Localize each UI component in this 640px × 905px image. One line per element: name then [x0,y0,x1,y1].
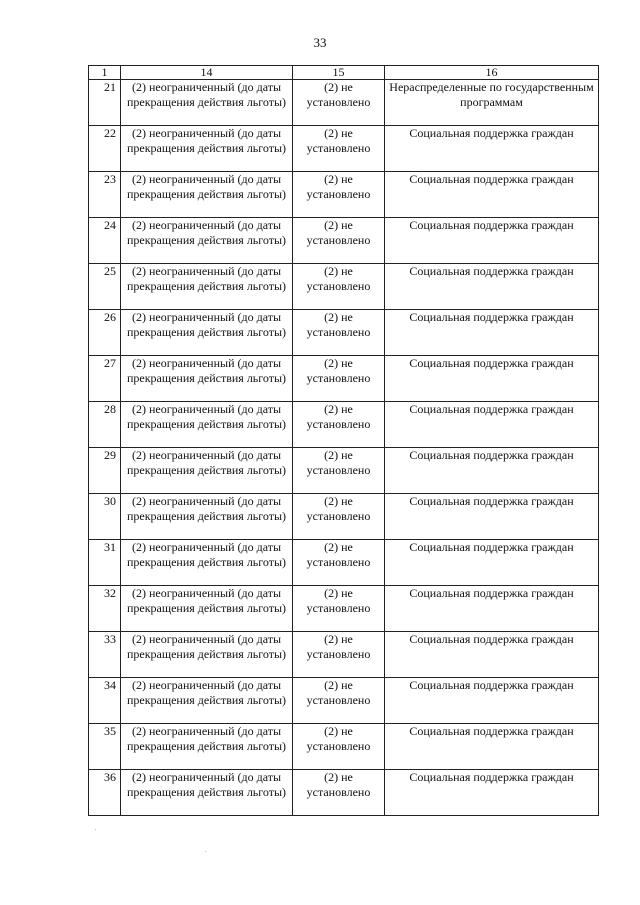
table-row [89,356,599,402]
state-program-cell: Социальная поддержка граждан [385,448,599,494]
target-value-cell: (2) не установлено [293,356,385,402]
row-number-cell: 31 [89,540,121,586]
table-row [89,264,599,310]
state-program-cell: Нераспределенные по государственным программам [385,80,599,126]
validity-period-cell: (2) неограниченный (до даты прекращения действия льготы) [121,678,293,724]
table-row [89,678,599,724]
target-value-cell: (2) не установлено [293,586,385,632]
validity-period-cell: (2) неограниченный (до даты прекращения действия льготы) [121,586,293,632]
target-value-cell: (2) не установлено [293,540,385,586]
target-value-cell: (2) не установлено [293,126,385,172]
table-row [89,126,599,172]
state-program-cell: Социальная поддержка граждан [385,770,599,816]
validity-period-cell: (2) неограниченный (до даты прекращения действия льготы) [121,540,293,586]
row-number-cell: 30 [89,494,121,540]
table-row [89,218,599,264]
header-col-1: 1 [89,66,121,80]
target-value-cell: (2) не установлено [293,494,385,540]
row-number-cell: 29 [89,448,121,494]
table-row [89,770,599,816]
scan-noise-dot [205,851,206,852]
row-number-cell: 26 [89,310,121,356]
validity-period-cell: (2) неограниченный (до даты прекращения действия льготы) [121,126,293,172]
table-row [89,494,599,540]
row-number-cell: 25 [89,264,121,310]
state-program-cell: Социальная поддержка граждан [385,586,599,632]
validity-period-cell: (2) неограниченный (до даты прекращения действия льготы) [121,402,293,448]
row-number-cell: 34 [89,678,121,724]
validity-period-cell: (2) неограниченный (до даты прекращения действия льготы) [121,80,293,126]
validity-period-cell: (2) неограниченный (до даты прекращения действия льготы) [121,724,293,770]
validity-period-cell: (2) неограниченный (до даты прекращения действия льготы) [121,356,293,402]
target-value-cell: (2) не установлено [293,678,385,724]
row-number-cell: 21 [89,80,121,126]
state-program-cell: Социальная поддержка граждан [385,678,599,724]
validity-period-cell: (2) неограниченный (до даты прекращения действия льготы) [121,448,293,494]
validity-period-cell: (2) неограниченный (до даты прекращения действия льготы) [121,632,293,678]
state-program-cell: Социальная поддержка граждан [385,632,599,678]
state-program-cell: Социальная поддержка граждан [385,172,599,218]
header-col-15: 15 [293,66,385,80]
state-program-cell: Социальная поддержка граждан [385,218,599,264]
row-number-cell: 24 [89,218,121,264]
target-value-cell: (2) не установлено [293,80,385,126]
target-value-cell: (2) не установлено [293,632,385,678]
target-value-cell: (2) не установлено [293,264,385,310]
target-value-cell: (2) не установлено [293,724,385,770]
state-program-cell: Социальная поддержка граждан [385,494,599,540]
state-program-cell: Социальная поддержка граждан [385,126,599,172]
header-col-14: 14 [121,66,293,80]
state-program-cell: Социальная поддержка граждан [385,264,599,310]
table-body [89,66,599,816]
row-number-cell: 23 [89,172,121,218]
row-number-cell: 27 [89,356,121,402]
validity-period-cell: (2) неограниченный (до даты прекращения действия льготы) [121,310,293,356]
table-row [89,310,599,356]
target-value-cell: (2) не установлено [293,218,385,264]
page-number: 33 [313,35,327,50]
state-program-cell: Социальная поддержка граждан [385,356,599,402]
table-row [89,402,599,448]
row-number-cell: 33 [89,632,121,678]
table-row [89,540,599,586]
validity-period-cell: (2) неограниченный (до даты прекращения действия льготы) [121,172,293,218]
table-row [89,632,599,678]
table-row [89,724,599,770]
target-value-cell: (2) не установлено [293,172,385,218]
row-number-cell: 22 [89,126,121,172]
scan-noise-dot [95,829,96,830]
benefits-table [88,65,599,816]
target-value-cell: (2) не установлено [293,310,385,356]
table-row [89,586,599,632]
validity-period-cell: (2) неограниченный (до даты прекращения действия льготы) [121,218,293,264]
row-number-cell: 28 [89,402,121,448]
state-program-cell: Социальная поддержка граждан [385,402,599,448]
table-row [89,172,599,218]
validity-period-cell: (2) неограниченный (до даты прекращения действия льготы) [121,494,293,540]
state-program-cell: Социальная поддержка граждан [385,310,599,356]
validity-period-cell: (2) неограниченный (до даты прекращения действия льготы) [121,264,293,310]
row-number-cell: 36 [89,770,121,816]
target-value-cell: (2) не установлено [293,448,385,494]
state-program-cell: Социальная поддержка граждан [385,724,599,770]
header-col-16: 16 [385,66,599,80]
state-program-cell: Социальная поддержка граждан [385,540,599,586]
row-number-cell: 32 [89,586,121,632]
table-row [89,448,599,494]
row-number-cell: 35 [89,724,121,770]
validity-period-cell: (2) неограниченный (до даты прекращения действия льготы) [121,770,293,816]
target-value-cell: (2) не установлено [293,770,385,816]
target-value-cell: (2) не установлено [293,402,385,448]
table-row [89,80,599,126]
table-header-row [89,66,599,80]
